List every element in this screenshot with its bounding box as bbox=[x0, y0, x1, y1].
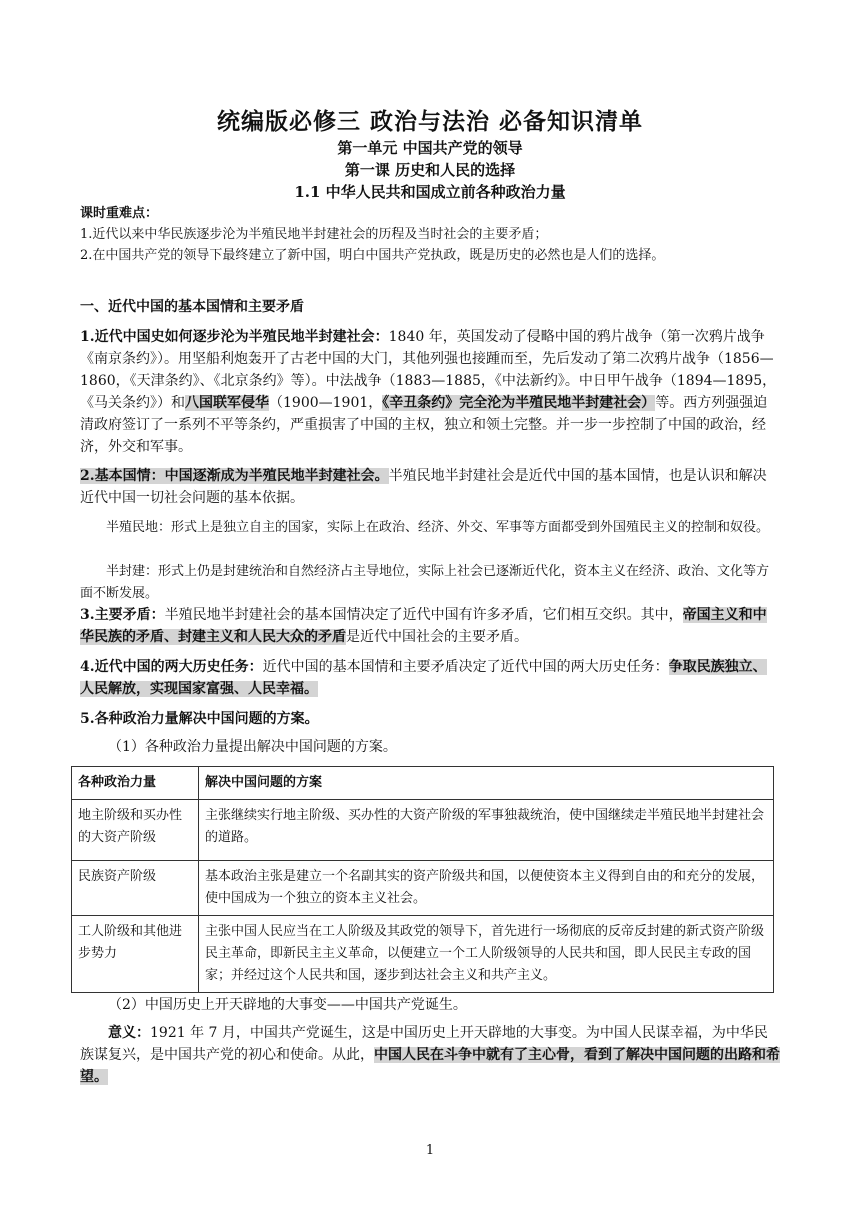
meaning-paragraph bbox=[80, 1022, 780, 1088]
key-point-2: 2.在中国共产党的领导下最终建立了新中国，明白中国共产党执政，既是历史的必然也是人们的选择。 bbox=[80, 248, 665, 263]
q3-label: 3.主要矛盾： bbox=[80, 607, 165, 623]
q4-label: 4.近代中国的两大历史任务： bbox=[80, 659, 263, 675]
table-row bbox=[72, 916, 774, 993]
table-row bbox=[72, 861, 774, 916]
meaning-text: 1921 年 7 月，中国共产党诞生，这是中国历史上开天辟地的大事变。为中国人民谋幸福，为中华民族谋复兴，是中国共产党的初心和使命。从此， bbox=[80, 1025, 768, 1063]
key-points-heading: 课时重难点： bbox=[80, 206, 159, 221]
q4-text: 近代中国的基本国情和主要矛盾决定了近代中国的两大历史任务： bbox=[262, 659, 669, 675]
document-title: 统编版必修三 政治与法治 必备知识清单 bbox=[216, 108, 643, 135]
unit-heading: 第一单元 中国共产党的领导 bbox=[337, 139, 523, 157]
table-cell-force: 地主阶级和买办性的大资产阶级 bbox=[72, 800, 199, 861]
part1-heading: 一、近代中国的基本国情和主要矛盾 bbox=[80, 299, 304, 315]
q1-highlight-b: 《辛丑条约》完全沦为半殖民地半封建社会） bbox=[382, 395, 656, 411]
table-cell-plan: 基本政治主张是建立一个名副其实的资产阶级共和国，以便使资本主义得到自由的和充分的发展，使中国成为一个独立的资本主义社会。 bbox=[199, 861, 774, 916]
definition-semi-feudal: 半封建：形式上仍是封建统治和自然经济占主导地位，实际上社会已逐渐近代化，资本主义在经济、政治、文化等方面不断发展。 bbox=[80, 564, 770, 601]
q3-text-b: 是近代中国社会的主要矛盾。 bbox=[346, 629, 528, 645]
section-heading: 1.1 中华人民共和国成立前各种政治力量 bbox=[294, 183, 566, 201]
q4-highlight: 争取民族独立、人民解放，实现国家富强、人民幸福。 bbox=[80, 659, 767, 697]
table-header-row bbox=[72, 767, 774, 800]
definition-semi-colonial: 半殖民地：形式上是独立自主的国家，实际上在政治、经济、外交、军事等方面都受到外国殖民主义的控制和奴役。 bbox=[106, 520, 770, 535]
q2-label: 2.基本国情：中国逐渐成为半殖民地半封建社会。 bbox=[80, 468, 389, 484]
q1-paragraph bbox=[80, 326, 780, 458]
table-row bbox=[72, 800, 774, 861]
q3-highlight: 帝国主义和中华民族的矛盾、封建主义和人民大众的矛盾 bbox=[80, 607, 767, 645]
key-point-1: 1.近代以来中华民族逐步沦为半殖民地半封建社会的历程及当时社会的主要矛盾； bbox=[80, 227, 548, 242]
q1-label: 1.近代中国史如何逐步沦为半殖民地半封建社会： bbox=[80, 329, 389, 345]
q5-heading: 5.各种政治力量解决中国问题的方案。 bbox=[80, 711, 319, 727]
q5-sub2: （2）中国历史上开天辟地的大事变——中国共产党诞生。 bbox=[108, 997, 467, 1013]
political-forces-table bbox=[71, 766, 774, 993]
meaning-label: 意义： bbox=[108, 1025, 150, 1041]
table-header-plan: 解决中国问题的方案 bbox=[199, 767, 774, 800]
page-number: 1 bbox=[425, 1143, 435, 1158]
q3-text-a: 半殖民地半封建社会的基本国情决定了近代中国有许多矛盾，它们相互交织。其中， bbox=[164, 607, 683, 623]
table-cell-force: 工人阶级和其他进步势力 bbox=[72, 916, 199, 993]
q1-highlight-a: 八国联军侵华 bbox=[185, 395, 269, 411]
q1-text-b: （1900—1901， bbox=[269, 395, 383, 411]
meaning-highlight: 中国人民在斗争中就有了主心骨，看到了解决中国问题的出路和希望。 bbox=[80, 1047, 780, 1085]
table-header-force: 各种政治力量 bbox=[72, 767, 199, 800]
q1-text-a: 1840 年，英国发动了侵略中国的鸦片战争（第一次鸦片战争《南京条约》）。用坚船利炮轰开了古老中国的大门，其他列强也接踵而至，先后发动了第二次鸦片战争（1856—1860，《天津条约》、《北京条约》等）。中法战争（1883—1885，《中法新约》。中日甲午战争（1894—1895，《马关条约》）和 bbox=[80, 329, 777, 411]
table-cell-plan: 主张中国人民应当在工人阶级及其政党的领导下，首先进行一场彻底的反帝反封建的新式资产阶级民主革命，即新民主主义革命，以便建立一个工人阶级领导的人民共和国，即人民民主专政的国家；并经过这个人民共和国，逐步到达社会主义和共产主义。 bbox=[199, 916, 774, 993]
q2-paragraph bbox=[80, 465, 780, 509]
q1-text-c: 等。西方列强强迫清政府签订了一系列不平等条约，严重损害了中国的主权，独立和领土完整。并一步一步控制了中国的政治，经济，外交和军事。 bbox=[80, 395, 768, 455]
lesson-heading: 第一课 历史和人民的选择 bbox=[344, 161, 516, 179]
q3-paragraph bbox=[80, 604, 780, 648]
table-cell-force: 民族资产阶级 bbox=[72, 861, 199, 916]
q4-paragraph bbox=[80, 656, 780, 700]
q2-text: 半殖民地半封建社会是近代中国的基本国情，也是认识和解决近代中国一切社会问题的基本依据。 bbox=[80, 468, 767, 506]
table-cell-plan: 主张继续实行地主阶级、买办性的大资产阶级的军事独裁统治，使中国继续走半殖民地半封建社会的道路。 bbox=[199, 800, 774, 861]
q5-sub1: （1）各种政治力量提出解决中国问题的方案。 bbox=[108, 739, 397, 755]
